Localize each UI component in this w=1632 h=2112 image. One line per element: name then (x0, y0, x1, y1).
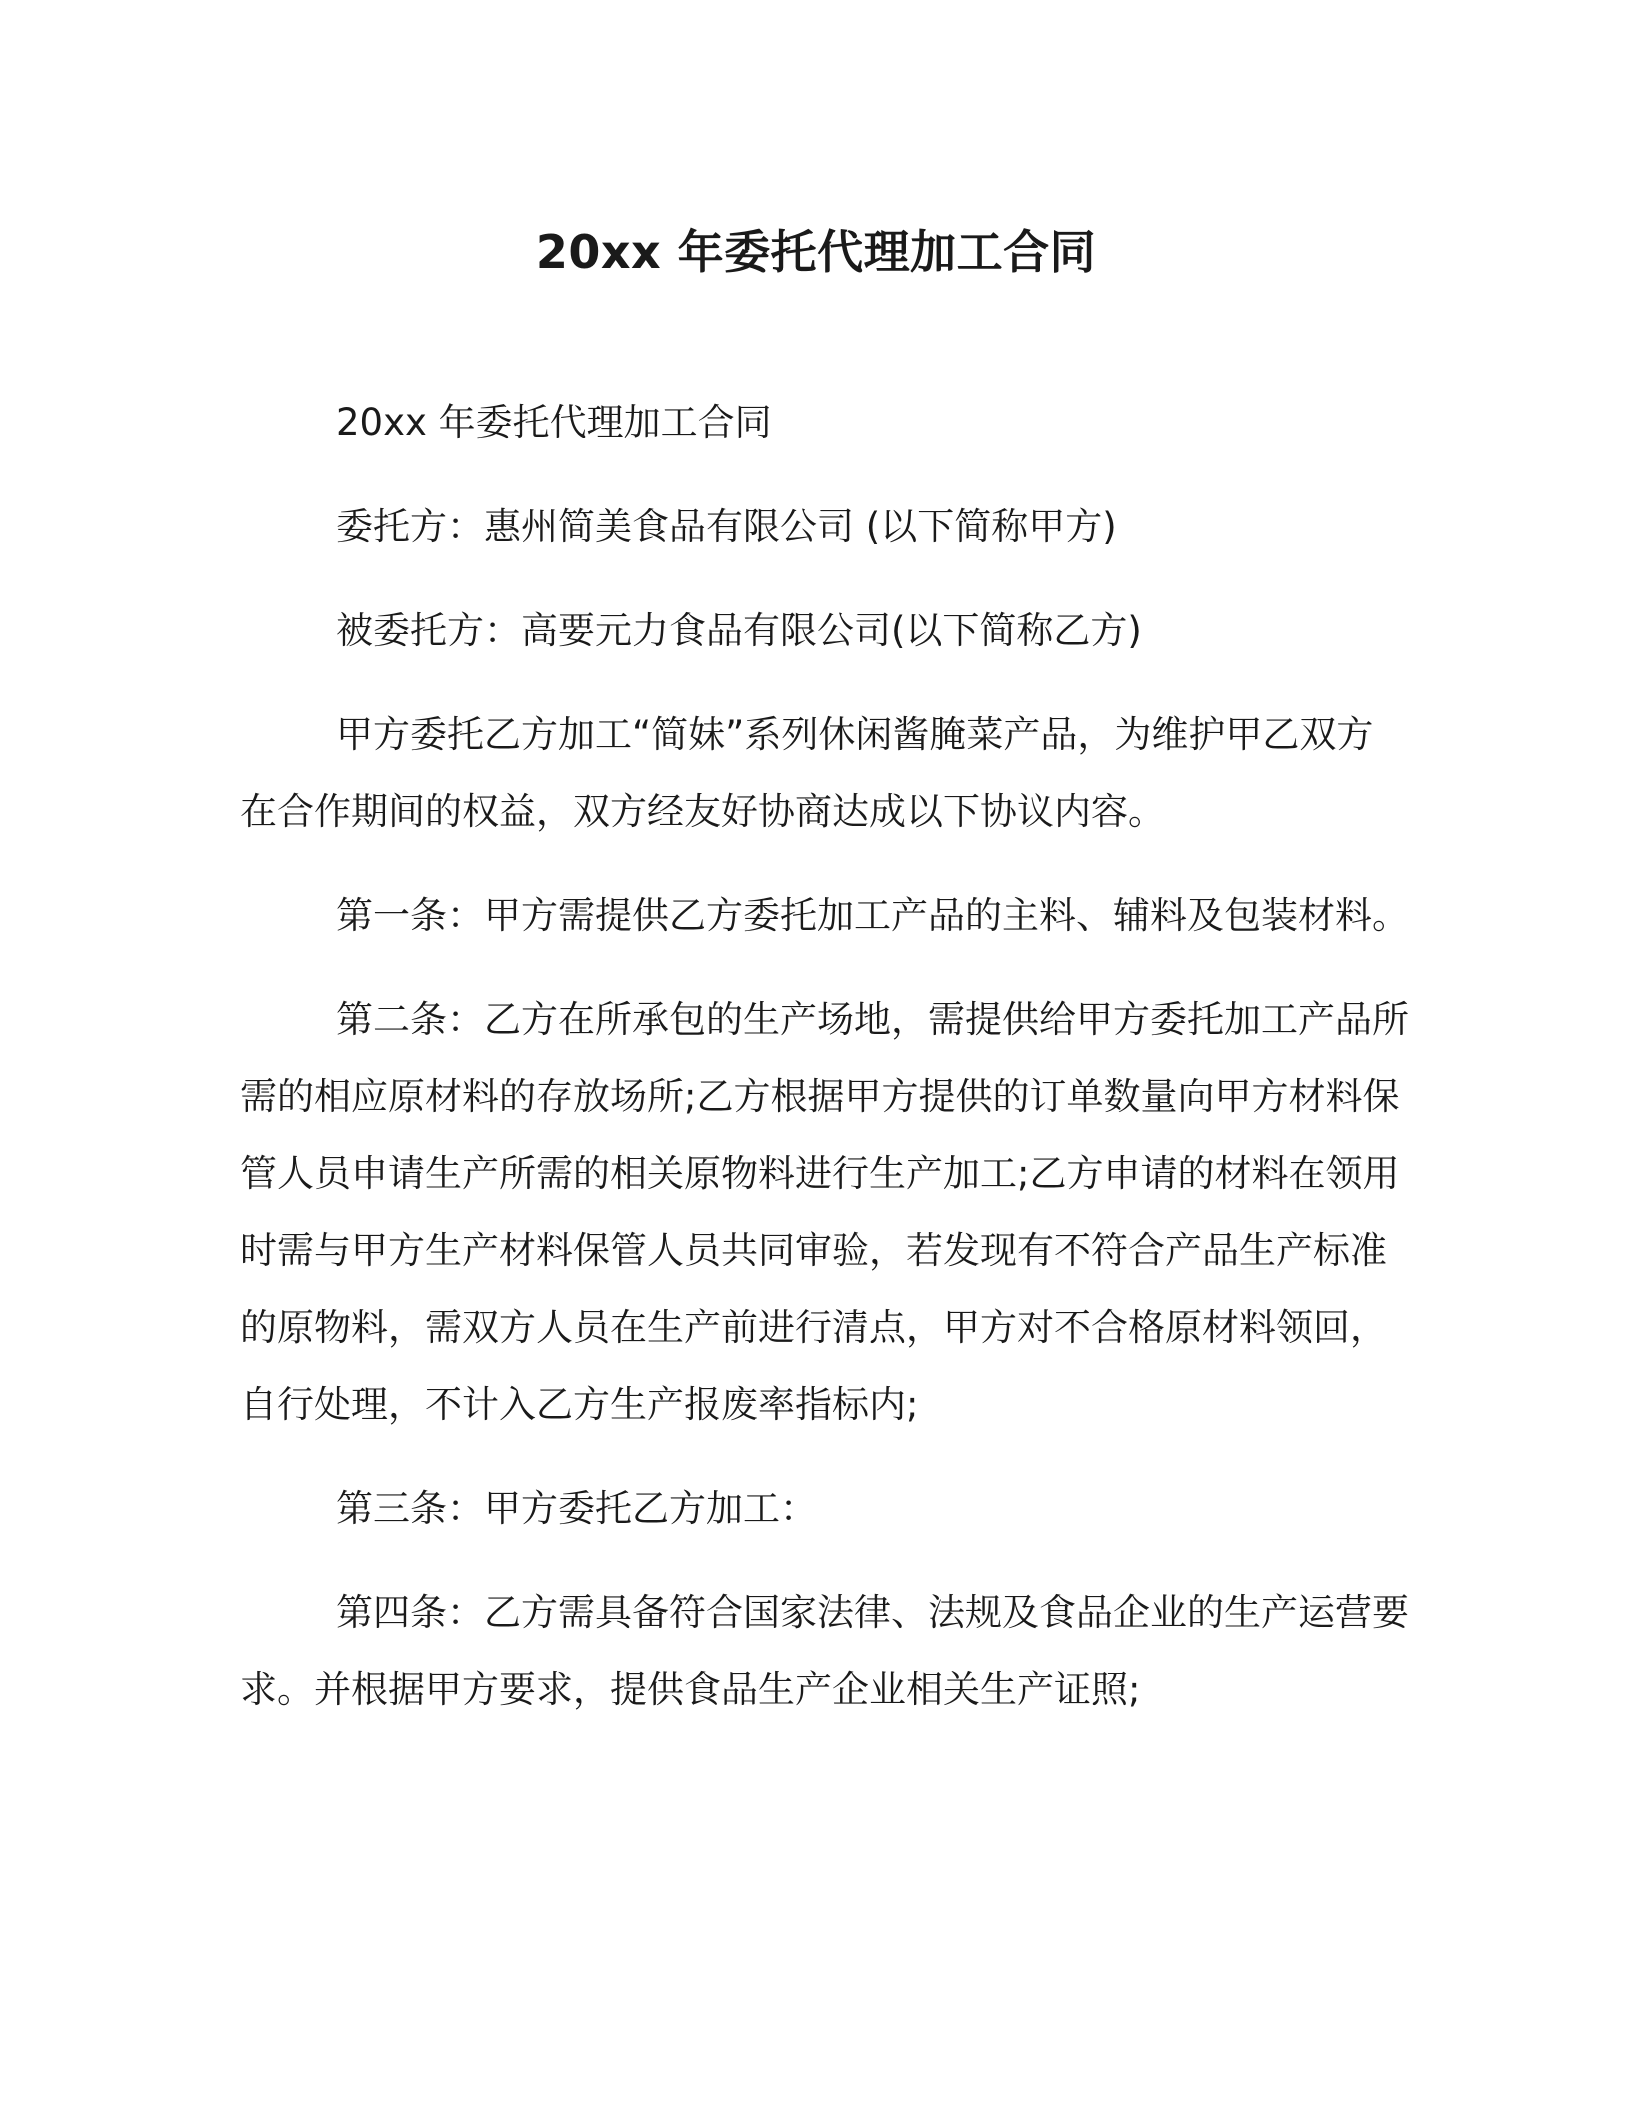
paragraph-agent: 被委托方：高要元力食品有限公司(以下简称乙方) (336, 609, 1142, 652)
paragraph-article-1: 第一条：甲方需提供乙方委托加工产品的主料、辅料及包装材料。 (336, 894, 1409, 937)
paragraph-subtitle: 20xx 年委托代理加工合同 (336, 401, 772, 444)
paragraph-principal: 委托方：惠州简美食品有限公司 (以下简称甲方) (336, 505, 1117, 548)
paragraph-article-2: 第二条：乙方在所承包的生产场地，需提供给甲方委托加工产品所需的相应原材料的存放场所;乙方根据甲方提供的订单数量向甲方材料保管人员申请生产所需的相关原物料进行生产加工;乙方申请的材料在领用时需与甲方生产材料保管人员共同审验，若发现有不符合产品生产标准的原物料，需双方人员在生产前进行清点，甲方对不合格原材料领回，自行处理，不计入乙方生产报废率指标内; (240, 998, 1409, 1426)
document-title: 20xx 年委托代理加工合同 (535, 225, 1097, 279)
paragraph-article-4: 第四条：乙方需具备符合国家法律、法规及食品企业的生产运营要求。并根据甲方要求，提供食品生产企业相关生产证照; (240, 1591, 1409, 1711)
paragraph-article-3: 第三条：甲方委托乙方加工： (336, 1487, 817, 1530)
paragraph-intro: 甲方委托乙方加工“简妹”系列休闲酱腌菜产品，为维护甲乙双方在合作期间的权益，双方经友好协商达成以下协议内容。 (240, 713, 1374, 833)
document-body (240, 384, 1410, 1755)
